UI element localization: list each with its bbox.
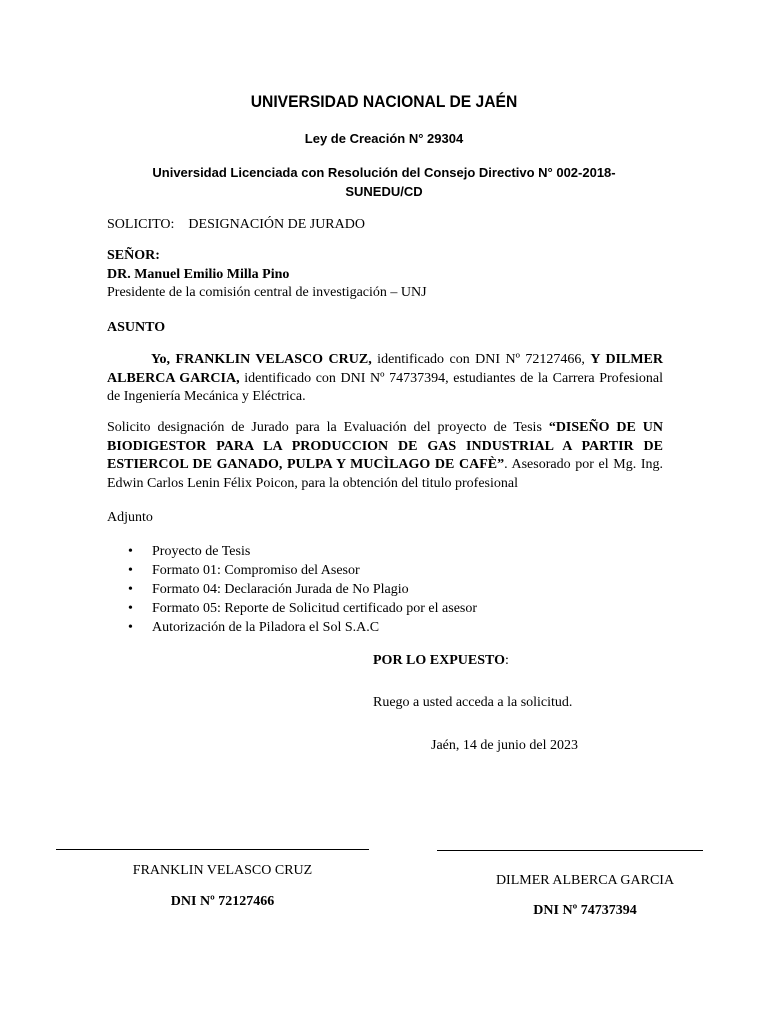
addressee-name: DR. Manuel Emilio Milla Pino bbox=[107, 266, 290, 282]
request-outro: . Asesorado por el Mg. Ing. Edwin Carlos Lenin Félix Poicon, para la obtención del titulo profesional bbox=[107, 457, 663, 491]
list-item bbox=[128, 599, 477, 618]
attachment-label: Autorización de la Piladora el Sol S.A.C bbox=[152, 620, 380, 635]
addressee-block bbox=[107, 247, 427, 303]
expuesto-label: POR LO EXPUESTO bbox=[373, 653, 505, 668]
list-item bbox=[128, 618, 477, 637]
signatory-1-dni: DNI Nº 72127466 bbox=[170, 894, 275, 909]
attachment-label: Formato 05: Reporte de Solicitud certificado por el asesor bbox=[152, 601, 478, 616]
signatory-2-dni: DNI Nº 74737394 bbox=[533, 903, 637, 918]
student-2-id: identificado con DNI Nº 74737394, estudiantes de la Carrera Profesional de Ingeniería Mecánica y Eléctrica. bbox=[107, 370, 663, 404]
student-1-id: identificado con DNI Nº 72127466, bbox=[371, 352, 591, 367]
por-lo-expuesto bbox=[373, 652, 509, 671]
student-2-intro: Y DILMER ALBERCA GARCIA, bbox=[107, 352, 663, 386]
expuesto-colon: : bbox=[505, 653, 509, 668]
thesis-title: “DISEÑO DE UN BIODIGESTOR PARA LA PRODUCCION DE GAS INDUSTRIAL A PARTIR DE ESTIERCOL DE GANADO, PULPA Y MUCÌLAGO DE CAFÈ” bbox=[107, 420, 663, 472]
signature-line-2 bbox=[437, 850, 703, 851]
student-1-intro: Yo, FRANKLIN VELASCO CRUZ, bbox=[151, 352, 372, 367]
salutation: SEÑOR: bbox=[107, 248, 160, 263]
creation-law-line: Ley de Creación N° 29304 bbox=[304, 131, 464, 146]
addressee-title: Presidente de la comisión central de investigación – UNJ bbox=[107, 285, 427, 300]
bullet-icon: • bbox=[128, 544, 133, 559]
attachments-list bbox=[128, 542, 477, 637]
request-closing: Ruego a usted acceda a la solicitud. bbox=[373, 695, 573, 710]
bullet-icon: • bbox=[128, 582, 133, 597]
list-item bbox=[128, 542, 477, 561]
students-paragraph bbox=[107, 351, 663, 407]
solicito-value: DESIGNACIÓN DE JURADO bbox=[188, 217, 365, 232]
solicito-label: SOLICITO: bbox=[107, 217, 175, 232]
asunto-heading: ASUNTO bbox=[107, 320, 166, 335]
license-resolution-line: Universidad Licenciada con Resolución del Consejo Directivo N° 002-2018-SUNEDU/CD bbox=[152, 165, 616, 199]
list-item bbox=[128, 561, 477, 580]
university-title: UNIVERSIDAD NACIONAL DE JAÉN bbox=[250, 92, 518, 111]
bullet-icon: • bbox=[128, 563, 133, 578]
signatory-2-name: DILMER ALBERCA GARCIA bbox=[495, 873, 675, 888]
solicito-line bbox=[107, 216, 365, 235]
bullet-icon: • bbox=[128, 601, 133, 616]
adjunto-label: Adjunto bbox=[107, 510, 153, 525]
attachment-label: Formato 04: Declaración Jurada de No Plagio bbox=[152, 582, 409, 597]
attachment-label: Formato 01: Compromiso del Asesor bbox=[152, 563, 360, 578]
date-line: Jaén, 14 de junio del 2023 bbox=[431, 738, 578, 753]
request-intro: Solicito designación de Jurado para la Evaluación del proyecto de Tesis bbox=[107, 420, 549, 435]
attachment-label: Proyecto de Tesis bbox=[152, 544, 251, 559]
list-item bbox=[128, 580, 477, 599]
bullet-icon: • bbox=[128, 620, 133, 635]
signatory-1-name: FRANKLIN VELASCO CRUZ bbox=[132, 863, 313, 878]
signature-line-1 bbox=[56, 849, 369, 850]
request-paragraph bbox=[107, 419, 663, 493]
